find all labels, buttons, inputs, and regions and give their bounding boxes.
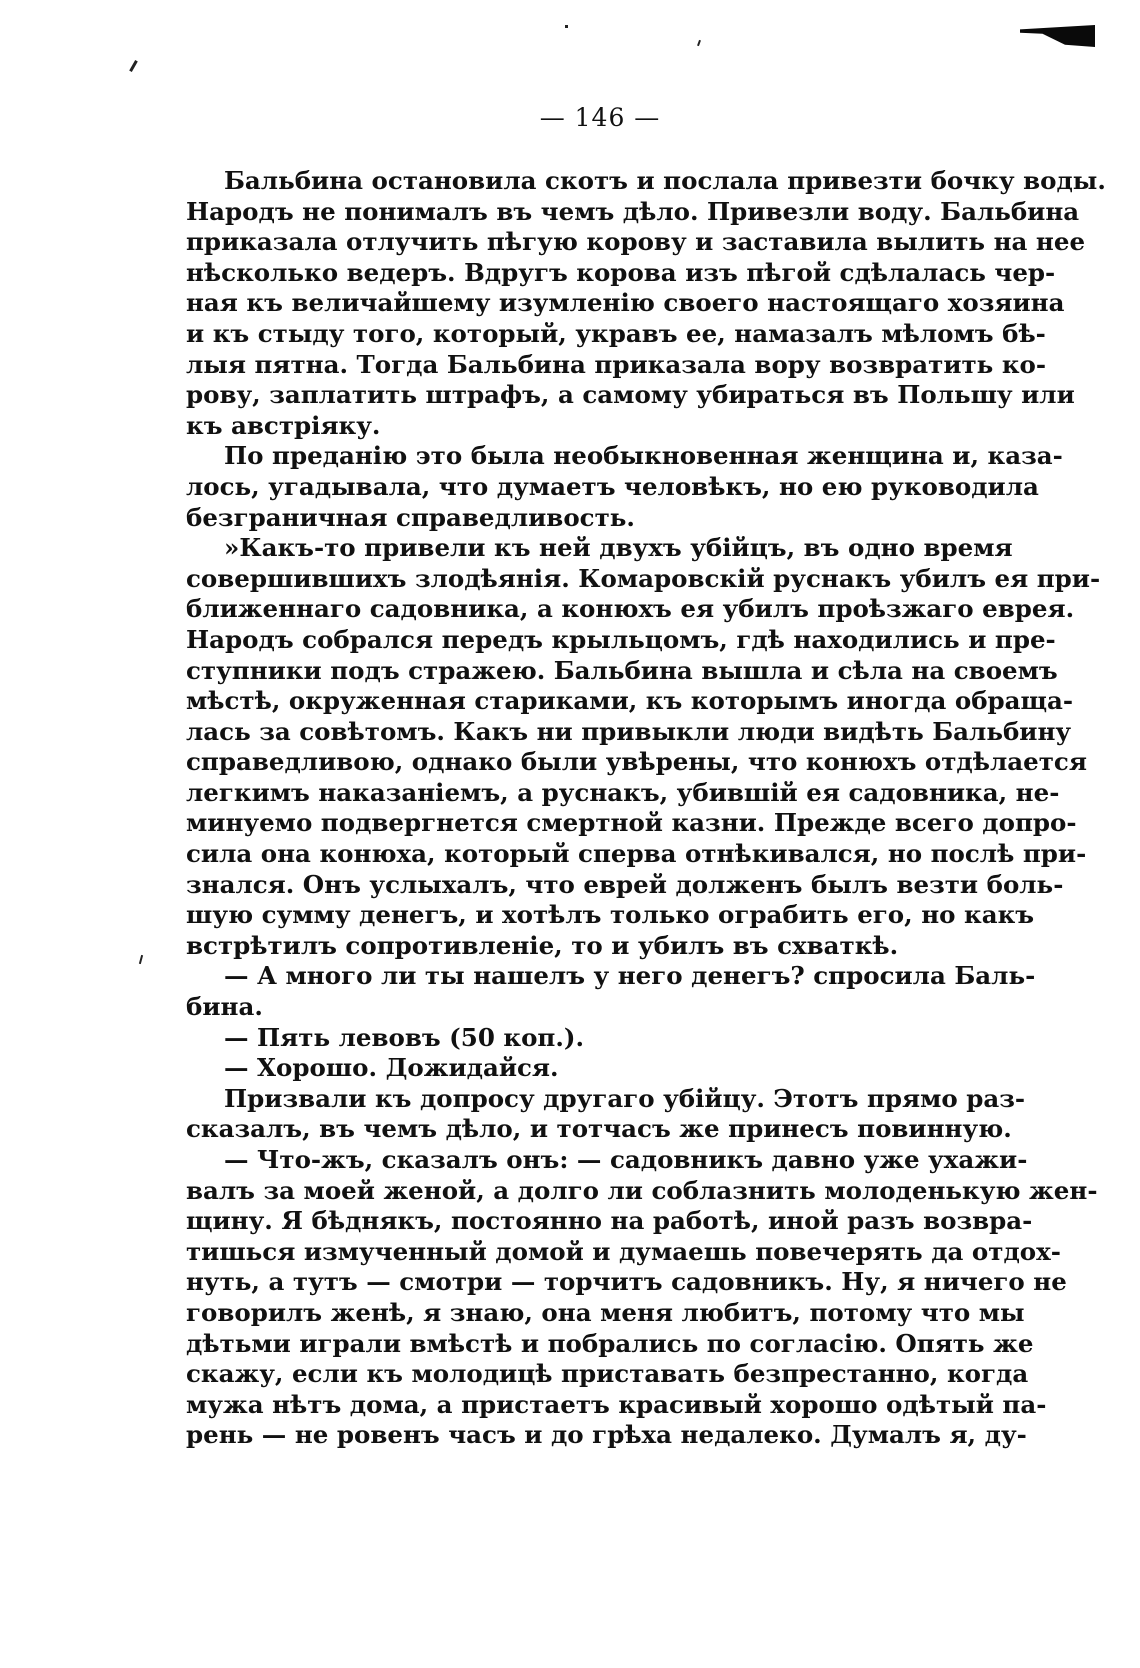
paragraph [186,961,1036,1022]
scan-artifact-mark [1020,25,1095,47]
text-line: Бальбина остановила скотъ и послала привезти бочку воды. [224,166,1106,195]
text-line: лась за совѣтомъ. Какъ ни привыкли люди видѣть Бальбину [186,716,1072,746]
text-line: щину. Я бѣднякъ, постоянно на работѣ, иной разъ возвра- [186,1206,1033,1236]
text-line: шую сумму денегъ, и хотѣлъ только ограбить его, но какъ [186,900,1035,930]
text-line: Народъ собрался передъ крыльцомъ, гдѣ находились и пре- [186,624,1056,654]
text-line: нуть, а тутъ — смотри — торчитъ садовникъ. Ну, я ничего не [186,1267,1067,1297]
body-text [186,166,1106,1451]
text-line: знался. Онъ услыхалъ, что еврей долженъ былъ везти боль- [186,869,1064,899]
text-line: нѣсколько ведеръ. Вдругъ корова изъ пѣгой сдѣлалась чер- [186,257,1056,287]
text-line: Народъ не понималъ въ чемъ дѣло. Привезли воду. Бальбина [186,196,1080,226]
paragraph [186,166,1106,441]
page-number: — 146 — [539,103,661,132]
text-line: минуемо подвергнется смертной казни. Прежде всего допро- [186,808,1077,838]
text-line: ная къ величайшему изумленію своего настоящаго хозяина [186,288,1065,318]
text-line: рову, заплатить штрафъ, а самому убираться въ Польшу или [186,380,1075,410]
paragraph [186,533,1101,961]
text-line: сила она конюха, который сперва отнѣкивался, но послѣ при- [186,839,1087,869]
scan-speck [565,25,568,28]
text-line: — Хорошо. Дожидайся. [224,1053,559,1083]
text-line: совершившихъ злодѣянія. Комаровскій руснакъ убилъ ея при- [186,563,1101,593]
text-line: къ австріяку. [186,410,381,440]
text-line: — Что-жъ, сказалъ онъ: — садовникъ давно уже ухажи- [224,1145,1028,1174]
text-line: встрѣтилъ сопротивленіе, то и убилъ въ схваткѣ. [186,930,899,960]
text-line: мѣстѣ, окруженная стариками, къ которымъ иногда обраща- [186,686,1074,716]
text-line: мужа нѣтъ дома, а пристаетъ красивый хорошо одѣтый па- [186,1389,1047,1419]
text-line: сказалъ, въ чемъ дѣло, и тотчасъ же принесъ повинную. [186,1114,1012,1144]
text-line: ближеннаго садовника, а конюхъ ея убилъ проѣзжаго еврея. [186,594,1075,624]
text-line: справедливою, однако были увѣрены, что конюхъ отдѣлается [186,747,1087,777]
paragraph [186,441,1063,533]
paragraph [186,1145,1098,1451]
text-line: тишься измученный домой и думаешь повечерять да отдох- [186,1236,1061,1266]
scan-speck [697,40,701,46]
text-line: скажу, если къ молодицѣ приставать безпрестанно, когда [186,1359,1029,1389]
text-line: дѣтьми играли вмѣстѣ и побрались по согласію. Опять же [186,1328,1034,1358]
text-line: бина. [186,992,263,1022]
text-line: говорилъ женѣ, я знаю, она меня любитъ, потому что мы [186,1297,1025,1327]
text-line: — А много ли ты нашелъ у него денегъ? спросила Баль- [224,961,1036,991]
paragraph [186,1023,1010,1054]
text-line: лыя пятна. Тогда Бальбина приказала вору возвратить ко- [186,349,1047,379]
text-line: легкимъ наказаніемъ, а руснакъ, убившій ея садовника, не- [186,777,1060,807]
text-line: ступники подъ стражею. Бальбина вышла и сѣла на своемъ [186,655,1058,685]
paragraph [186,1053,1010,1084]
text-line: валъ за моей женой, а долго ли соблазнить молоденькую жен- [186,1175,1098,1205]
text-line: безграничная справедливость. [186,502,635,532]
text-line: приказала отлучить пѣгую корову и заставила вылить на нее [186,227,1086,257]
text-line: По преданію это была необыкновенная женщина и, каза- [224,441,1063,471]
text-line: рень — не ровенъ часъ и до грѣха недалеко. Думалъ я, ду- [186,1420,1027,1450]
text-line: и къ стыду того, который, укравъ ее, намазалъ мѣломъ бѣ- [186,318,1046,348]
text-line: Призвали къ допросу другаго убійцу. Этотъ прямо раз- [224,1083,1026,1113]
text-line: »Какъ-то привели къ ней двухъ убійцъ, въ одно время [224,533,1013,563]
paragraph [186,1083,1026,1145]
scan-speck [139,955,143,964]
scan-speck [129,60,138,72]
text-line: лось, угадывала, что думаетъ человѣкъ, но ею руководила [186,471,1039,501]
text-line: — Пять левовъ (50 коп.). [224,1022,585,1052]
